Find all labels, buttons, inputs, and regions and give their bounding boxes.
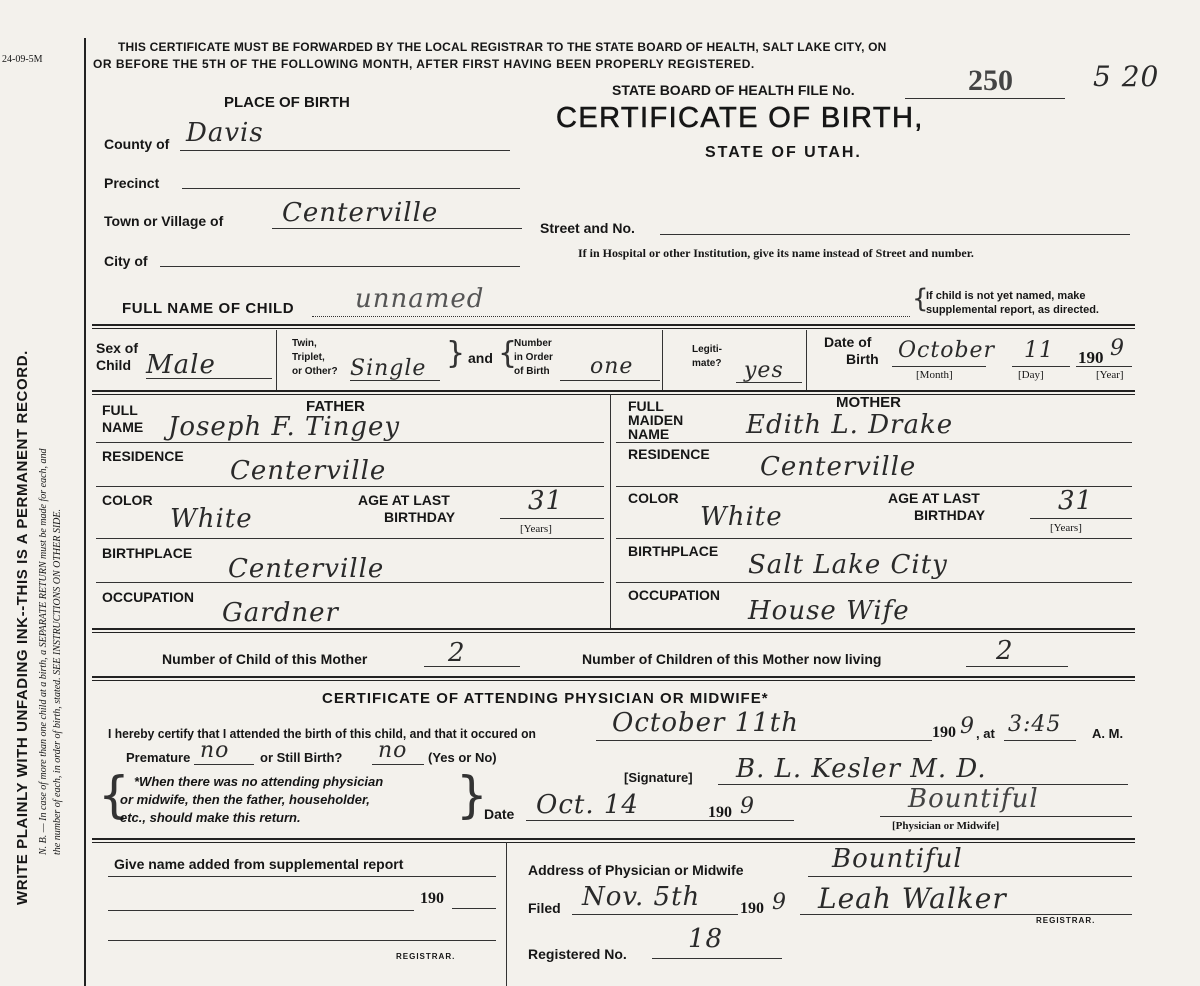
notice-line-2: OR BEFORE THE 5TH OF THE FOLLOWING MONTH, AFTER FIRST HAVING BEEN PROPERLY REGISTERED. [93, 57, 755, 71]
yes-no-label: (Yes or No) [428, 750, 497, 765]
mother-years-caption: [Years] [1050, 522, 1082, 534]
mother-full-label: FULL [628, 398, 664, 414]
day-caption: [Day] [1018, 369, 1044, 381]
note-brace-right: } [456, 766, 488, 824]
father-full-label: FULL [102, 402, 138, 418]
father-occupation: Gardner [222, 598, 339, 628]
month-caption: [Month] [916, 369, 953, 381]
file-number-label: STATE BOARD OF HEALTH FILE No. [612, 82, 855, 98]
supplemental-label: Give name added from supplemental report [114, 856, 404, 872]
father-years-caption: [Years] [520, 523, 552, 535]
at-label: , at [976, 726, 995, 741]
mother-color: White [700, 502, 783, 532]
birth-year-digit: 9 [1110, 336, 1125, 361]
order-label-3: of Birth [514, 366, 550, 377]
note-brace-left: { [98, 766, 130, 824]
mother-color-label: COLOR [628, 490, 679, 506]
living-count: 2 [996, 636, 1014, 666]
place-of-birth-heading: PLACE OF BIRTH [224, 94, 350, 111]
date-label-1: Date of [824, 334, 872, 350]
supplemental-divider [506, 842, 507, 986]
name-note-brace: { [912, 284, 929, 314]
father-heading: FATHER [306, 398, 365, 415]
mother-name-label: NAME [628, 426, 670, 442]
address-label: Address of Physician or Midwife [528, 862, 744, 878]
legit-value: yes [744, 358, 784, 383]
physician-place: Bountiful [908, 784, 1039, 814]
order-value: one [590, 354, 634, 379]
father-name: Joseph F. Tingey [168, 412, 401, 442]
sex-label-1: Sex of [96, 340, 139, 356]
child-name-value: unnamed [355, 284, 485, 314]
am-label: A. M. [1092, 726, 1124, 741]
attended-date: October 11th [612, 708, 799, 738]
father-color-label: COLOR [102, 492, 153, 508]
physician-date-year-digit: 9 [740, 794, 755, 819]
twin-label-1: Twin, [292, 338, 317, 349]
county-label: County of [104, 136, 170, 152]
sex-value: Male [146, 350, 216, 380]
and-label: and [468, 350, 493, 366]
mother-occupation: House Wife [748, 596, 910, 626]
stillbirth-value: no [378, 738, 408, 763]
physician-signature: B. L. Kesler M. D. [736, 754, 987, 784]
child-number: 2 [448, 638, 466, 668]
father-name-label: NAME [102, 419, 144, 435]
city-label: City of [104, 253, 148, 269]
registered-label: Registered No. [528, 946, 627, 962]
mother-maiden-label: MAIDEN [628, 412, 684, 428]
physician-address: Bountiful [832, 844, 963, 874]
instructions-note: the number of each, in order of birth, stated. SEE INSTRUCTIONS ON OTHER SIDE. [52, 508, 63, 855]
mother-residence: Centerville [760, 452, 917, 482]
mother-occupation-label: OCCUPATION [628, 587, 721, 603]
stillbirth-label: or Still Birth? [260, 750, 343, 765]
full-name-label: FULL NAME OF CHILD [122, 300, 295, 317]
signature-label: [Signature] [624, 770, 693, 785]
physician-caption: [Physician or Midwife] [892, 820, 1000, 832]
order-label-1: Number [514, 338, 552, 349]
registrar-name: Leah Walker [818, 882, 1007, 915]
birth-year-prefix: 190 [1078, 348, 1104, 367]
father-residence: Centerville [230, 456, 387, 486]
twin-label-2: Triplet, [292, 352, 325, 363]
certificate-subtitle: STATE OF UTAH. [705, 144, 862, 161]
year-caption: [Year] [1096, 369, 1124, 381]
filed-label: Filed [528, 900, 561, 916]
filed-year-digit: 9 [772, 890, 787, 915]
hospital-note: If in Hospital or other Institution, give its name instead of Street and number. [578, 246, 974, 260]
mother-birthplace-label: BIRTHPLACE [628, 543, 719, 559]
mother-residence-label: RESIDENCE [628, 446, 710, 462]
physician-note-1: *When there was no attending physician [134, 774, 384, 789]
physician-date-year-prefix: 190 [708, 804, 732, 821]
separate-return-note: N. B. — In case of more than one child at a birth, a SEPARATE RETURN must be made for each, and [38, 448, 49, 855]
birth-month: October [898, 338, 996, 363]
physician-heading: CERTIFICATE OF ATTENDING PHYSICIAN OR MIDWIFE* [322, 690, 769, 707]
parents-divider [610, 394, 611, 630]
margin-rule [84, 38, 86, 986]
mother-age: 31 [1058, 486, 1094, 516]
attended-year-prefix: 190 [932, 724, 956, 741]
mother-name: Edith L. Drake [746, 410, 954, 440]
registered-number: 18 [688, 924, 724, 954]
physician-note-3: etc., should make this return. [120, 810, 301, 825]
living-label: Number of Children of this Mother now living [582, 651, 882, 667]
town-label: Town or Village of [104, 213, 224, 229]
legit-label-1: Legiti- [692, 344, 722, 355]
precinct-label: Precinct [104, 175, 160, 191]
permanent-record-notice: WRITE PLAINLY WITH UNFADING INK--THIS IS A PERMANENT RECORD. [14, 350, 31, 905]
father-birthplace-label: BIRTHPLACE [102, 545, 193, 561]
order-label-2: in Order [514, 352, 553, 363]
father-residence-label: RESIDENCE [102, 448, 184, 464]
street-label: Street and No. [540, 220, 635, 236]
registrar-caption: REGISTRAR. [1036, 916, 1096, 925]
legit-label-2: mate? [692, 358, 722, 369]
form-code: 24-09-5M [2, 54, 43, 65]
name-note-1: If child is not yet named, make [926, 290, 1086, 302]
child-number-label: Number of Child of this Mother [162, 651, 368, 667]
twin-value: Single [350, 356, 427, 381]
premature-label: Premature [126, 750, 191, 765]
birth-time: 3:45 [1008, 712, 1062, 737]
birth-day: 11 [1024, 338, 1054, 363]
file-number: 250 [968, 64, 1013, 97]
filed-date: Nov. 5th [582, 882, 701, 912]
father-age: 31 [528, 486, 564, 516]
premature-value: no [200, 738, 230, 763]
date-label-2: Birth [846, 351, 879, 367]
father-birthplace: Centerville [228, 554, 385, 584]
certificate-title: CERTIFICATE OF BIRTH, [556, 102, 924, 134]
name-note-2: supplemental report, as directed. [926, 304, 1099, 316]
father-occupation-label: OCCUPATION [102, 589, 195, 605]
supplemental-registrar-caption: REGISTRAR. [396, 952, 456, 961]
father-age-label-1: AGE AT LAST [358, 492, 450, 508]
father-color: White [170, 504, 253, 534]
mother-age-label-2: BIRTHDAY [914, 507, 986, 523]
mother-heading: MOTHER [836, 394, 901, 411]
sex-label-2: Child [96, 357, 131, 373]
father-age-label-2: BIRTHDAY [384, 509, 456, 525]
twin-label-3: or Other? [292, 366, 338, 377]
county-value: Davis [186, 118, 264, 148]
certify-text: I hereby certify that I attended the birth of this child, and that it occured on [108, 726, 536, 741]
physician-note-2: or midwife, then the father, householder, [120, 792, 370, 807]
supplemental-year-prefix: 190 [420, 890, 444, 907]
date-label: Date [484, 806, 515, 822]
physician-date: Oct. 14 [536, 790, 639, 820]
corner-note: 5 20 [1093, 60, 1160, 93]
twin-brace: } [446, 336, 466, 371]
attended-year-digit: 9 [960, 714, 975, 739]
mother-birthplace: Salt Lake City [748, 550, 948, 580]
order-brace: { [498, 336, 518, 371]
mother-age-label-1: AGE AT LAST [888, 490, 980, 506]
notice-line-1: THIS CERTIFICATE MUST BE FORWARDED BY THE LOCAL REGISTRAR TO THE STATE BOARD OF HEALTH, SALT LAKE CITY, ON [118, 40, 887, 54]
town-value: Centerville [282, 198, 439, 228]
filed-year-prefix: 190 [740, 900, 764, 917]
